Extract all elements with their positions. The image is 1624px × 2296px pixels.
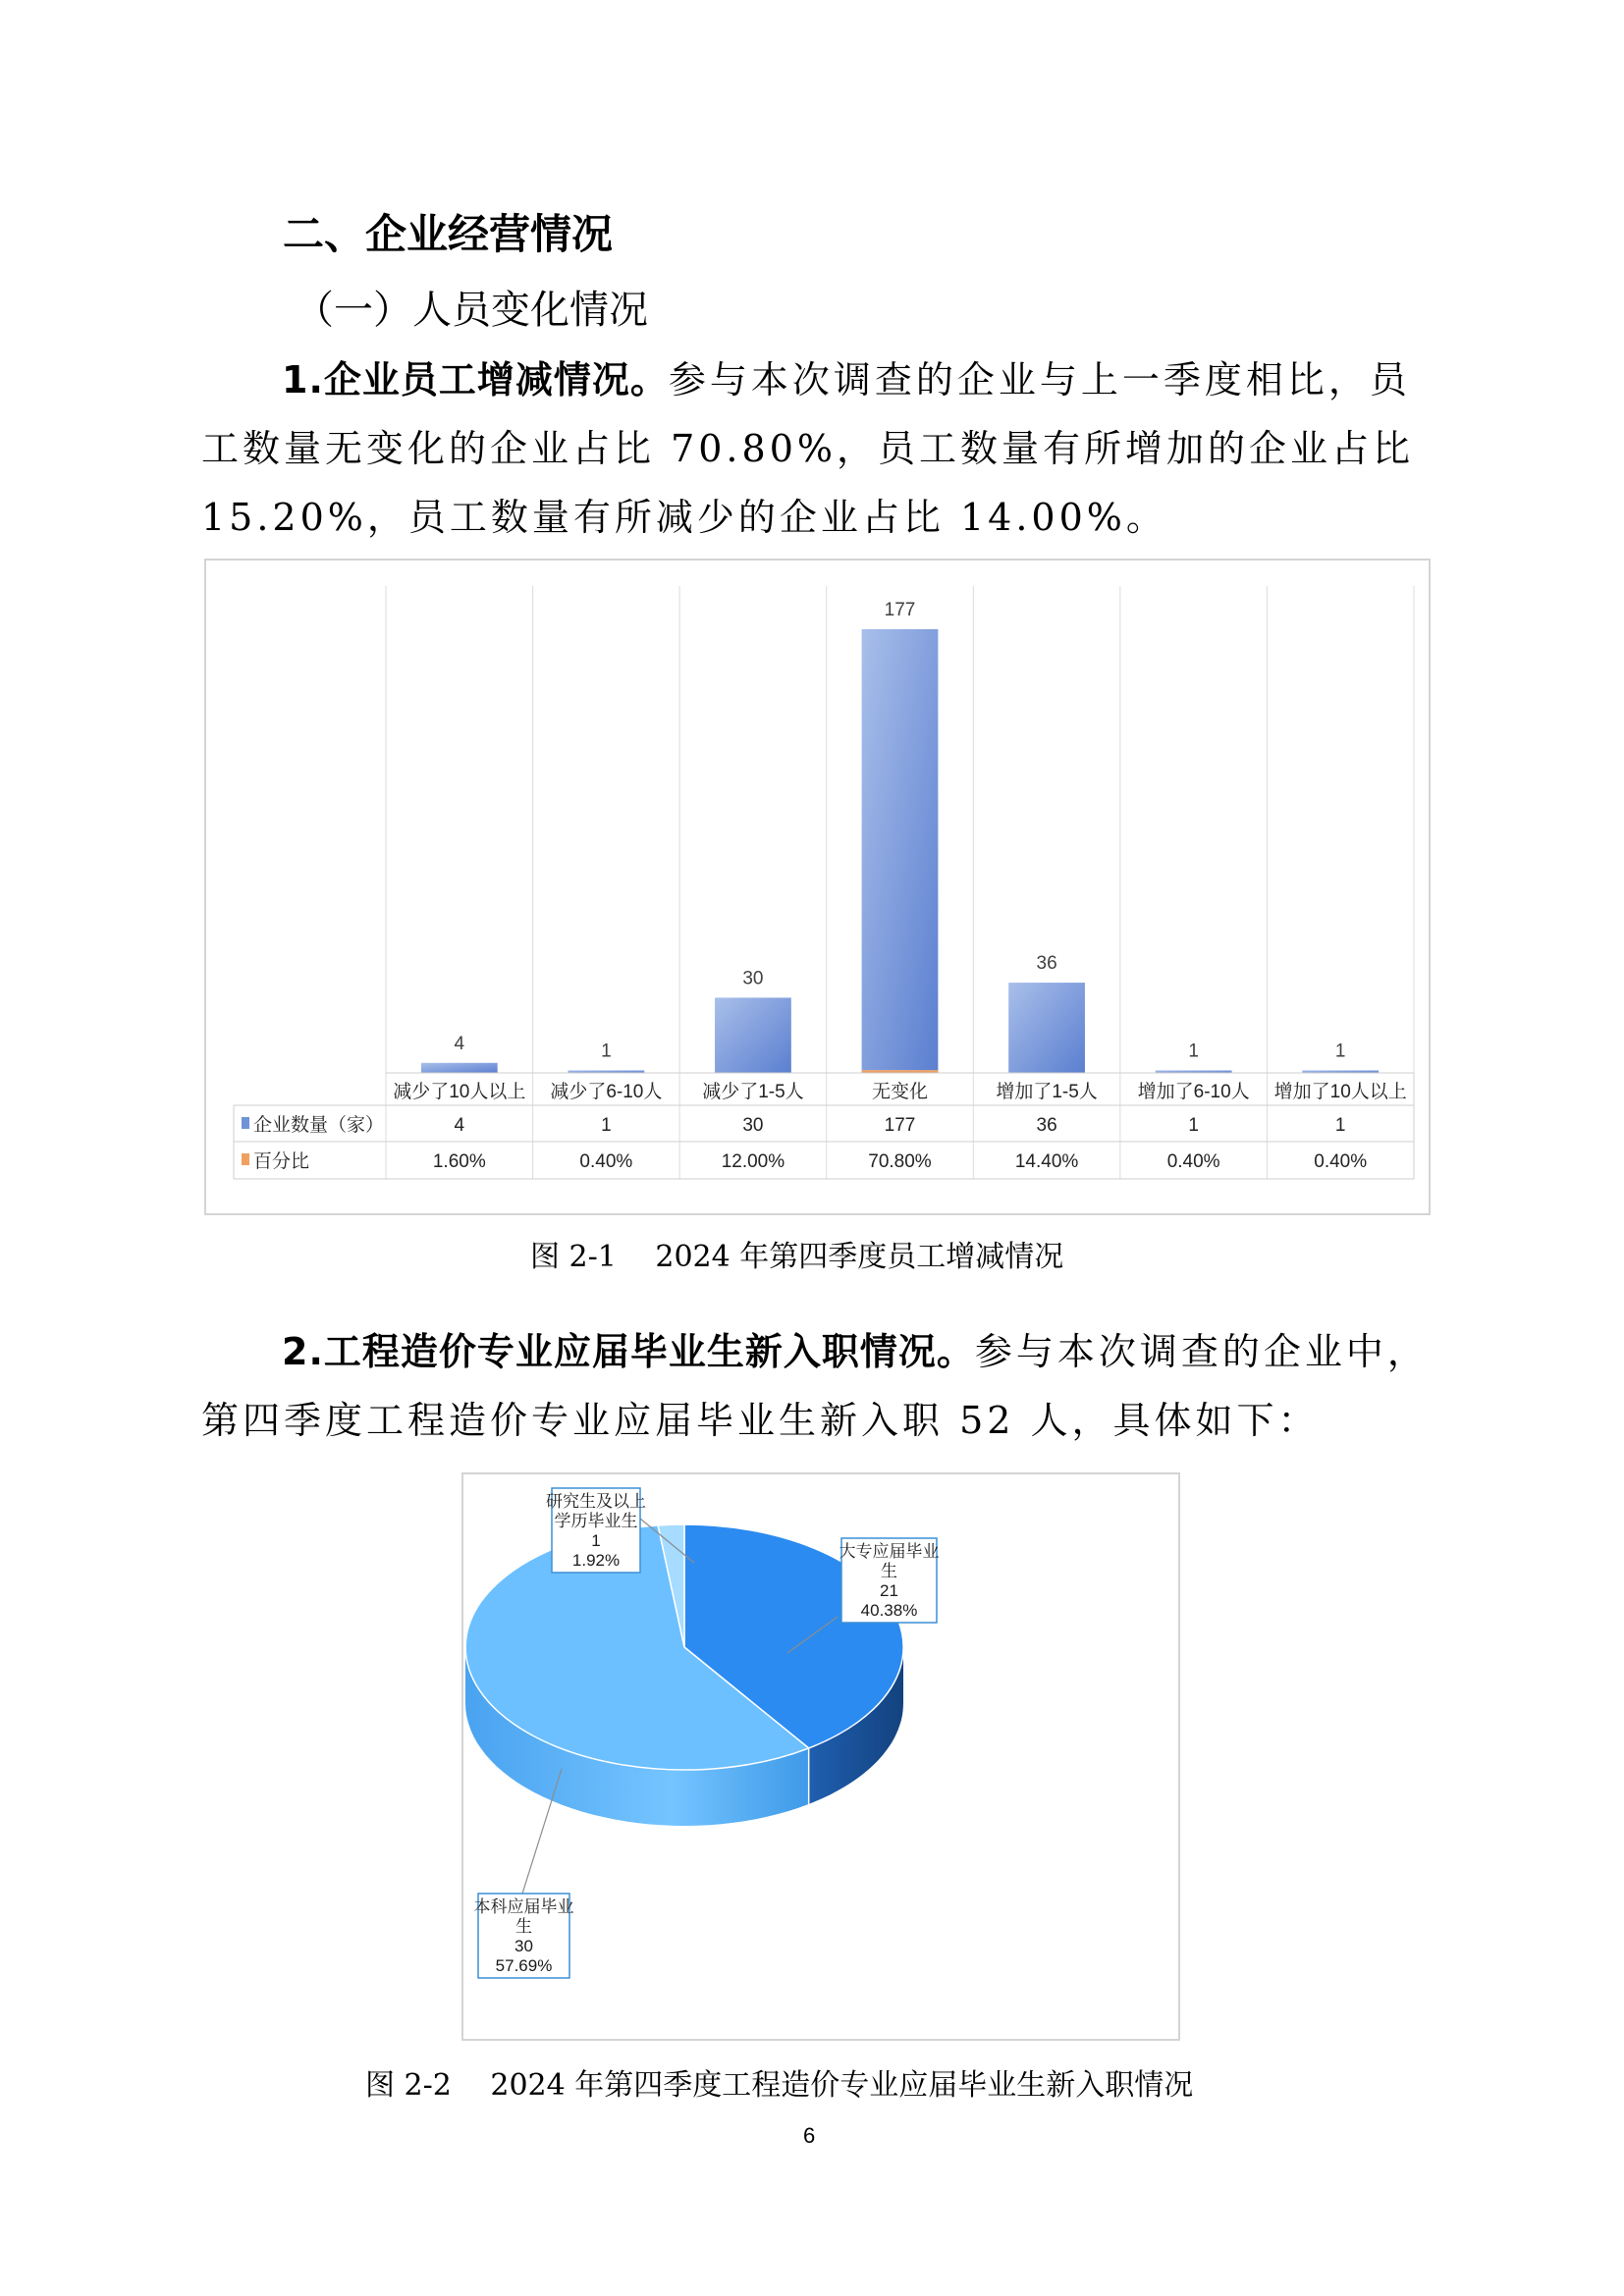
slice-label: 生 <box>881 1562 897 1580</box>
table-cell-percent: 0.40% <box>579 1151 633 1172</box>
table-cell-count: 177 <box>884 1115 916 1136</box>
data-label: 177 <box>884 600 916 620</box>
category-label: 减少了1-5人 <box>702 1082 804 1102</box>
table-cell-percent: 1.60% <box>432 1151 486 1172</box>
data-label: 1 <box>601 1041 612 1062</box>
table-cell-percent: 12.00% <box>721 1151 785 1172</box>
bar-count <box>715 997 791 1073</box>
bar-count <box>1008 983 1085 1073</box>
bar-series <box>421 600 1379 1073</box>
pie-slices <box>465 1524 903 1826</box>
category-label: 增加了1-5人 <box>996 1082 1098 1102</box>
data-label: 36 <box>1036 953 1057 975</box>
slice-label: 1 <box>591 1531 601 1550</box>
subsection-title: （一）人员变化情况 <box>295 288 648 333</box>
table-cell-count: 1 <box>1188 1115 1199 1136</box>
table-cell-count: 30 <box>742 1115 764 1136</box>
slice-label: 生 <box>515 1917 532 1936</box>
data-label: 30 <box>742 968 764 989</box>
category-label: 增加了6-10人 <box>1137 1082 1250 1102</box>
paragraph-graduates <box>201 1317 1440 1455</box>
paragraph-body: 参与本次调查的企业中，第四季度工程造价专业应届毕业生新入职 52 人，具体如下： <box>201 1330 1429 1442</box>
legend-label-count: 企业数量（家） <box>253 1115 385 1136</box>
table-cell-count: 1 <box>1334 1115 1346 1136</box>
figure-caption-1: 图 2-1 2024 年第四季度员工增减情况 <box>530 1240 1064 1274</box>
slice-label: 21 <box>880 1581 898 1600</box>
data-label: 1 <box>1188 1041 1199 1062</box>
bar-chart-svg <box>206 561 1429 1213</box>
paragraph-lead: 1.企业员工增减情况。 <box>282 358 669 401</box>
table-cell-percent: 0.40% <box>1314 1151 1368 1172</box>
table-cell-count: 4 <box>454 1115 465 1136</box>
slice-label: 40.38% <box>860 1601 918 1620</box>
data-label: 4 <box>454 1033 465 1054</box>
page-number: 6 <box>803 2123 816 2148</box>
pie-chart-svg <box>463 1474 1178 2039</box>
staff-change-bar-chart <box>204 559 1431 1215</box>
figure-caption-2: 图 2-2 2024 年第四季度工程造价专业应届毕业生新入职情况 <box>365 2068 1194 2103</box>
slice-label: 57.69% <box>495 1956 553 1975</box>
data-label: 1 <box>1334 1041 1346 1062</box>
legend-label-percent: 百分比 <box>253 1151 310 1172</box>
category-label: 减少了10人以上 <box>393 1082 526 1102</box>
table-cell-percent: 0.40% <box>1166 1151 1220 1172</box>
paragraph-body: 参与本次调查的企业与上一季度相比，员工数量无变化的企业占比 70.80%，员工数量有所增加的企业占比 15.20%，员工数量有所减少的企业占比 14.00%。 <box>201 358 1414 539</box>
table-cell-percent: 70.80% <box>868 1151 932 1172</box>
slice-label: 研究生及以上 <box>546 1492 646 1511</box>
category-label: 无变化 <box>871 1082 929 1102</box>
table-cell-count: 36 <box>1036 1115 1057 1136</box>
category-label: 减少了6-10人 <box>550 1082 663 1102</box>
graduates-pie-chart <box>461 1472 1180 2041</box>
data-table <box>234 1073 1414 1179</box>
paragraph-staff-change <box>201 346 1440 552</box>
table-cell-count: 1 <box>601 1115 612 1136</box>
slice-label: 学历毕业生 <box>554 1512 638 1530</box>
table-cell-percent: 14.40% <box>1014 1151 1079 1172</box>
legend-key-percent <box>242 1153 249 1165</box>
section-title: 二、企业经营情况 <box>283 210 614 258</box>
slice-label: 1.92% <box>571 1551 621 1570</box>
paragraph-lead: 2.工程造价专业应届毕业生新入职情况。 <box>282 1330 975 1373</box>
slice-label: 本科应届毕业 <box>473 1897 574 1916</box>
bar-count <box>421 1063 498 1073</box>
bar-count <box>862 629 939 1073</box>
legend-key-count <box>242 1117 249 1129</box>
category-label: 增加了10人以上 <box>1273 1082 1407 1102</box>
slice-label: 30 <box>514 1937 533 1955</box>
slice-label: 大专应届毕业 <box>839 1542 940 1561</box>
